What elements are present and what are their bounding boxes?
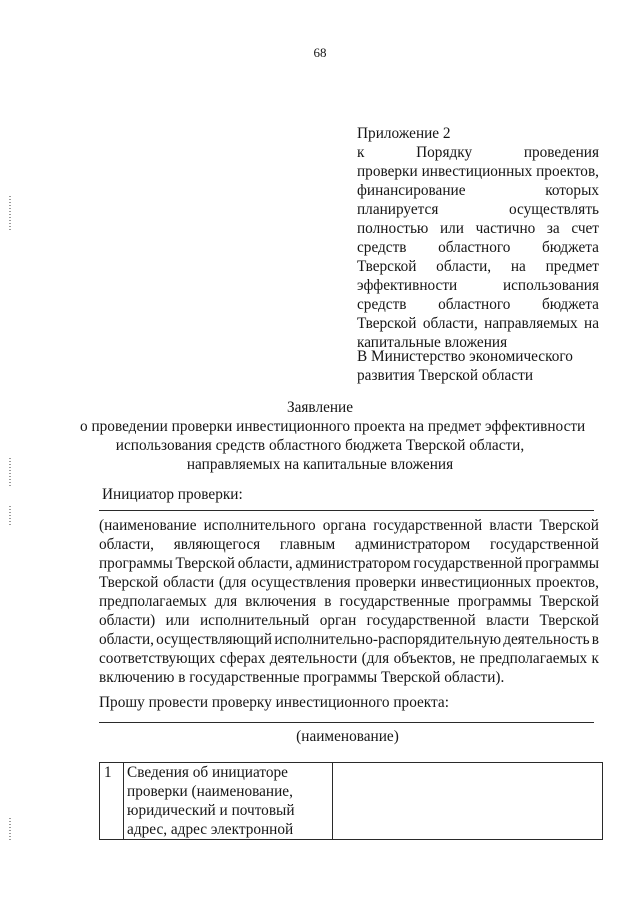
word: инвестиционных xyxy=(420,574,532,591)
word: Тверской xyxy=(357,315,417,332)
word: области, xyxy=(99,536,154,553)
word: на xyxy=(584,315,599,332)
word: объектов, xyxy=(393,650,456,667)
appendix-line xyxy=(357,181,599,200)
word: осуществлять xyxy=(508,201,599,218)
word: средств xyxy=(357,296,407,313)
statement-heading xyxy=(80,398,586,474)
word: Тверской xyxy=(175,555,235,572)
word: соответствующих xyxy=(99,650,216,667)
word: областного xyxy=(438,296,511,313)
word: деятельности xyxy=(269,650,358,667)
project-name-caption: (наименование) xyxy=(296,728,399,745)
initiator-fill-line xyxy=(99,510,594,511)
word: областного xyxy=(438,239,511,256)
row-label-line: адрес, адрес электронной xyxy=(127,821,294,838)
word: в xyxy=(324,593,332,610)
word: области) xyxy=(99,612,156,629)
explanation-line xyxy=(99,516,599,535)
initiator-explanation xyxy=(99,516,599,687)
word: бюджета xyxy=(541,296,599,313)
scan-edge-mark xyxy=(9,818,11,842)
word: за xyxy=(546,220,560,237)
word: государственные xyxy=(339,593,450,610)
word: области, xyxy=(99,631,154,648)
appendix-line xyxy=(357,295,599,314)
word: программы xyxy=(99,555,173,572)
page-number: 68 xyxy=(313,45,327,60)
word: предмет xyxy=(545,258,599,275)
word: к xyxy=(591,650,599,667)
request-label: Прошу провести проверку инвестиционного проекта: xyxy=(99,694,449,711)
word: сферах xyxy=(219,650,266,667)
appendix-line xyxy=(357,200,599,219)
word: предполагаемых xyxy=(479,650,588,667)
word: предполагаемых xyxy=(99,593,207,610)
word: государственной xyxy=(366,612,476,629)
word: Порядку xyxy=(416,144,473,161)
word: планируется xyxy=(357,201,439,218)
word: эффективности xyxy=(357,277,458,294)
word: (для xyxy=(218,574,247,591)
appendix-line xyxy=(357,238,599,257)
appendix-text xyxy=(357,143,599,333)
word: полностью xyxy=(357,220,429,237)
statement-subtitle-line: направляемых на капитальные вложения xyxy=(186,456,454,473)
word: деятельность xyxy=(503,631,590,648)
project-info-table xyxy=(99,762,603,840)
appendix-line xyxy=(357,314,599,333)
explanation-last-line: включению в государственные программы Тверской области). xyxy=(99,669,505,686)
word: программы xyxy=(525,555,599,572)
addressee-line: развития Тверской области xyxy=(357,367,534,384)
appendix-last-line: капитальные вложения xyxy=(357,334,508,351)
explanation-line xyxy=(99,573,599,592)
explanation-line xyxy=(99,554,599,573)
word: на xyxy=(510,258,526,275)
word: Тверской xyxy=(539,593,599,610)
word: области, xyxy=(436,258,492,275)
word: осуществления xyxy=(251,574,351,591)
word: власти xyxy=(489,517,533,534)
row-number: 1 xyxy=(100,763,124,840)
statement-subtitle-line: о проведении проверки инвестиционного проекта на предмет эффективности xyxy=(80,418,586,435)
word: орган xyxy=(319,612,357,629)
word: счет xyxy=(571,220,599,237)
row-label-line: Сведения об инициаторе xyxy=(127,764,288,781)
word: проектов, xyxy=(536,163,599,180)
word: области, xyxy=(422,315,478,332)
word: инвестиционных xyxy=(421,163,533,180)
appendix-line xyxy=(357,257,599,276)
word: государственной xyxy=(489,536,599,553)
scan-edge-mark xyxy=(9,196,11,232)
statement-title: Заявление xyxy=(286,399,354,416)
word: которых xyxy=(545,182,599,199)
statement-subtitle-line: использования средств областного бюджета Тверской области, xyxy=(115,437,525,454)
row-label-line: юридический и почтовый xyxy=(127,802,295,819)
word: бюджета xyxy=(541,239,599,256)
explanation-text xyxy=(99,516,599,668)
scan-edge-mark xyxy=(9,506,11,526)
explanation-line xyxy=(99,630,599,649)
word: для xyxy=(214,593,238,610)
table-row xyxy=(100,763,603,840)
appendix-line xyxy=(357,219,599,238)
explanation-line xyxy=(99,592,599,611)
row-label xyxy=(124,763,333,840)
addressee xyxy=(357,347,607,385)
word: или xyxy=(165,612,190,629)
word: исполнительного xyxy=(203,517,316,534)
word: средств xyxy=(357,239,407,256)
word: главным xyxy=(279,536,336,553)
word: использования xyxy=(502,277,599,294)
word: Тверской xyxy=(99,574,159,591)
word: администратором xyxy=(354,536,471,553)
word: Тверской xyxy=(539,517,599,534)
word: (для xyxy=(361,650,390,667)
appendix-line xyxy=(357,162,599,181)
word: государственной xyxy=(373,517,483,534)
explanation-line xyxy=(99,649,599,668)
appendix-line xyxy=(357,143,599,162)
word: или xyxy=(439,220,464,237)
word: Тверской xyxy=(357,258,417,275)
word: проверки xyxy=(355,574,417,591)
word: являющегося xyxy=(173,536,261,553)
word: исполнительно-распорядительную xyxy=(274,631,502,648)
explanation-line xyxy=(99,535,599,554)
appendix-line xyxy=(357,276,599,295)
word: к xyxy=(357,144,365,161)
word: программы xyxy=(457,593,532,610)
word: области xyxy=(163,574,215,591)
word: финансирование xyxy=(357,182,466,199)
word: проверки xyxy=(357,163,418,180)
word: Тверской xyxy=(539,612,599,629)
word: не xyxy=(460,650,476,667)
word: государственной xyxy=(413,555,523,572)
row-label-line: проверки (наименование, xyxy=(127,783,293,800)
scan-edge-mark xyxy=(9,458,11,488)
row-value xyxy=(333,763,603,840)
word: проведения xyxy=(523,144,599,161)
word: органа xyxy=(322,517,367,534)
word: администратором xyxy=(295,555,411,572)
appendix-title: Приложение 2 xyxy=(357,125,451,142)
explanation-line xyxy=(99,611,599,630)
word: области, xyxy=(237,555,293,572)
initiator-label: Инициатор проверки: xyxy=(102,486,243,503)
word: частично xyxy=(475,220,536,237)
word: исполнительный xyxy=(200,612,310,629)
word: осуществляющий xyxy=(156,631,273,648)
appendix-block xyxy=(357,124,599,352)
word: направляемых xyxy=(484,315,578,332)
word: власти xyxy=(486,612,530,629)
addressee-line: В Министерство экономического xyxy=(357,348,573,365)
project-name-fill-line xyxy=(99,722,594,723)
word: (наименование xyxy=(99,517,197,534)
word: проектов, xyxy=(536,574,599,591)
word: включения xyxy=(245,593,317,610)
word: в xyxy=(591,631,599,648)
